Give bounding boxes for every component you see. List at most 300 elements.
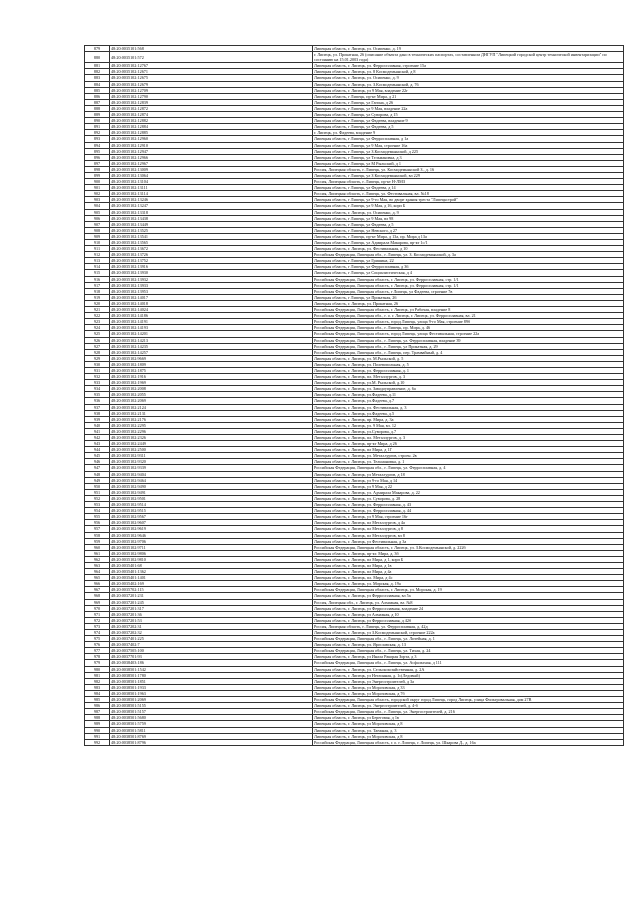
address-cell: Липецкая область, г Липецк, ул Адмирала Макарова, пр-кт 1с/1	[313, 240, 624, 246]
address-cell: Российская Федерация, Липецкая обл., г. Липецк, ул. Тихая, д. 24	[313, 648, 624, 654]
cadastral-number-cell: 48:20:0035102:9311	[110, 453, 313, 459]
row-number-cell: 928	[85, 349, 110, 355]
cadastral-number-cell: 48:20:0035102:14017	[110, 294, 313, 300]
row-number-cell: 919	[85, 294, 110, 300]
address-cell: Липецкая область, г. Липецк, ул З.Космодемьянской, строение 222а	[313, 630, 624, 636]
address-cell: Липецкая область, г. Липецк, пл Металлургов, д 8	[313, 526, 624, 532]
row-number-cell: 916	[85, 276, 110, 282]
address-cell: Липецкая область, г. Липецк, ул. З.Космодемьянской, д. 76	[313, 81, 624, 87]
row-number-cell: 912	[85, 252, 110, 258]
row-number-cell: 977	[85, 648, 110, 654]
row-number-cell: 886	[85, 93, 110, 99]
address-cell: Липецкая область, г Липецк, ул Фадеева, д 5	[313, 124, 624, 130]
cadastral-number-cell: 48:20:0035102:2055	[110, 392, 313, 398]
row-number-cell: 965	[85, 575, 110, 581]
address-cell: Липецкая область, г Липецк, ул Тельмановка, д 3	[313, 154, 624, 160]
address-cell: Российская Федерация, Липецкая обл., г. Липецк, ул Прокатная, д. 29	[313, 343, 624, 349]
row-number-cell: 951	[85, 489, 110, 495]
address-cell: Липецкая область, г Липецк, ул 9 Мая, вл 98	[313, 215, 624, 221]
address-cell: Липецкая область, г Липецк, ул 9-го Мая, во дворе здания треста "Липецкстрой"	[313, 197, 624, 203]
address-cell: Липецкая область, г. Липецк, ул Неглинная, д. 1с(Ледовый)	[313, 672, 624, 678]
row-number-cell: 971	[85, 611, 110, 617]
address-cell: Липецкая область, г. Липецк, ул Алмазная, д 10	[313, 611, 624, 617]
address-cell: Липецкая область, г Липецк, ул Прокатная, 26	[313, 294, 624, 300]
row-number-cell: 950	[85, 483, 110, 489]
row-number-cell: 943	[85, 441, 110, 447]
row-number-cell: 958	[85, 532, 110, 538]
address-cell: Липецкая область, г Липецк, пр-кт Мира, д 13а, пр. Мира д 13а	[313, 233, 624, 239]
row-number-cell: 990	[85, 727, 110, 733]
cadastral-number-cell: 48:20:0038501:5680	[110, 715, 313, 721]
address-cell: Липецкая область, г. Липецк, ул Энергостроителей, д 3а	[313, 678, 624, 684]
address-cell: Липецкая область, г Липецк, ул Невского, д 27	[313, 227, 624, 233]
row-number-cell: 908	[85, 227, 110, 233]
row-number-cell: 962	[85, 556, 110, 562]
address-cell: Липецкая область, г. Липецк, пл Мира, д 4а	[313, 569, 624, 575]
cadastral-number-cell: 48:20:0035102:9607	[110, 520, 313, 526]
registry-table	[84, 45, 624, 746]
row-number-cell: 932	[85, 374, 110, 380]
cadastral-number-cell: 48:20:0038501:8796	[110, 739, 313, 745]
cadastral-number-cell: 48:20:0035102:13114	[110, 191, 313, 197]
address-cell: Липецкая область, г. Липецк, ул. Осипенко, д. 19	[313, 46, 624, 52]
cadastral-number-cell: 48:20:0037201:53	[110, 617, 313, 623]
cadastral-number-cell: 48:20:0035102:2500	[110, 447, 313, 453]
cadastral-number-cell: 48:20:0035102:13752	[110, 258, 313, 264]
row-number-cell: 889	[85, 112, 110, 118]
cadastral-number-cell: 48:20:0035102:13246	[110, 197, 313, 203]
cadastral-number-cell: 48:20:0035102:1916	[110, 374, 313, 380]
cadastral-number-cell: 48:20:0035102:9515	[110, 508, 313, 514]
address-cell: Липецкая область, г. Липецк, ул.Фадеева, д.11	[313, 392, 624, 398]
row-number-cell: 910	[85, 240, 110, 246]
row-number-cell: 948	[85, 471, 110, 477]
cadastral-number-cell: 48:20:0035102:12839	[110, 99, 313, 105]
row-number-cell: 927	[85, 343, 110, 349]
cadastral-number-cell: 48:20:0037701:93	[110, 654, 313, 660]
address-cell: Российская Федерация, Липецкая область, г. Липецк, ул. З.Космодемьянской, д. 222б	[313, 544, 624, 550]
cadastral-number-cell: 48:20:0035102:1875	[110, 367, 313, 373]
row-number-cell: 884	[85, 81, 110, 87]
address-cell: Липецкая область, г. Липецк, ул Ферросплавная, владение 24	[313, 605, 624, 611]
cadastral-number-cell: 48:20:0038501:5155	[110, 703, 313, 709]
row-number-cell: 926	[85, 337, 110, 343]
row-number-cell: 980	[85, 666, 110, 672]
row-number-cell: 937	[85, 404, 110, 410]
registry-table-body	[85, 46, 624, 746]
address-cell: Липецкая область, г. Липецк, ул. Ферросплавная, д. 1	[313, 367, 624, 373]
row-number-cell: 968	[85, 593, 110, 599]
row-number-cell: 907	[85, 221, 110, 227]
row-number-cell: 918	[85, 288, 110, 294]
address-cell: Россия, Липецкая обл., г. Липецк, ул. Алмазная, вл. №8	[313, 599, 624, 605]
row-number-cell: 887	[85, 99, 110, 105]
address-cell: Липецкая область, г. Липецк, ул Ферросплавная, вл 5а	[313, 593, 624, 599]
address-cell: Липецкая область, г. Липецк, пл Металлургов, вл 8	[313, 532, 624, 538]
row-number-cell: 991	[85, 733, 110, 739]
cadastral-number-cell: 48:20:0035102:13318	[110, 209, 313, 215]
cadastral-number-cell: 48:20:0035102:9404	[110, 471, 313, 477]
cadastral-number-cell: 48:20:0037201:245	[110, 599, 313, 605]
cadastral-number-cell: 48:20:0035102:12675	[110, 75, 313, 81]
cadastral-number-cell: 48:20:0035102:13247	[110, 203, 313, 209]
row-number-cell: 882	[85, 69, 110, 75]
row-number-cell: 905	[85, 209, 110, 215]
address-cell: Липецкая область, г. Липецк, ул. Заводоуправление, д. 6а	[313, 386, 624, 392]
row-number-cell: 940	[85, 422, 110, 428]
address-cell: Россия, Липецкая область, г. Липецк, ул. Фестивальная, вл. №18	[313, 191, 624, 197]
address-cell: Липецкая область, г. Липецк, ул. Ярославская, д. 13	[313, 642, 624, 648]
address-cell: Липецкая область, г Липецк, ул Суворова, д 15	[313, 112, 624, 118]
row-number-cell: 959	[85, 538, 110, 544]
cadastral-number-cell: 48:20:0038501:5811	[110, 727, 313, 733]
cadastral-number-cell: 48:20:0035102:14235	[110, 343, 313, 349]
row-number-cell: 986	[85, 703, 110, 709]
address-cell: Липецкая область, г. Липецк, ул. 8 Космодемьянской, д 8	[313, 69, 624, 75]
address-cell: Липецкая область, г. Липецк, ул Ферросплавная, д 42б	[313, 617, 624, 623]
row-number-cell: 944	[85, 447, 110, 453]
address-cell: Липецкая область, г Липецк, ул 9 Мая, владение 22а	[313, 105, 624, 111]
row-number-cell: 975	[85, 636, 110, 642]
cadastral-number-cell: 48:20:0035102:9320	[110, 459, 313, 465]
address-cell: Липецкая область, г. Липецк, ул Фестивальная, д 3а	[313, 538, 624, 544]
address-cell: Российская Федерация, Липецкая область, г. о. г. Липецк, г. Липецк, ул. Шкарова Д., д. 16а	[313, 739, 624, 745]
cadastral-number-cell: 48:20:0035101:572	[110, 52, 313, 63]
row-number-cell: 930	[85, 361, 110, 367]
cadastral-number-cell: 48:20:0038501:5157	[110, 709, 313, 715]
address-cell: Липецкая область, г. Липецк, ул. Фестивальная, д. 3	[313, 404, 624, 410]
address-cell: Липецкая область, г. Липецк, пл Мира, д 1Г	[313, 447, 624, 453]
address-cell: Липецкая область, г. Липецк, ул. Осипенко, д. 9	[313, 209, 624, 215]
address-cell: Российская Федерация, Липецкая обл., г. Липецк, ул. Ферросплавная, д. 4	[313, 465, 624, 471]
address-cell: Липецкая область, г Липецк, ул Гришина, 22	[313, 258, 624, 264]
row-number-cell: 974	[85, 630, 110, 636]
row-number-cell: 973	[85, 623, 110, 629]
row-number-cell: 942	[85, 435, 110, 441]
address-cell: Липецкая область, г. Липецк, ул. Ферросплавная, д. 44	[313, 508, 624, 514]
address-cell: г. Липецк, ул. Фадеева, владение 9	[313, 130, 624, 136]
row-number-cell: 969	[85, 599, 110, 605]
address-cell: Липецкая область, г. Липецк, ул 9 Мая, владение 22г	[313, 87, 624, 93]
address-cell: Российская Федерация, Липецкая область, г. Липецк, ул. Ферросплавная, стр. 1/1	[313, 282, 624, 288]
row-number-cell: 989	[85, 721, 110, 727]
address-cell: Липецкая область, г. Липецк, ул Инала Ракорая Зорта, д 3	[313, 654, 624, 660]
cadastral-number-cell: 48:20:0035102:13111	[110, 185, 313, 191]
address-cell: Российская Федерация, Липецкая обл., г. Липецк, ул. Энергостроителей, д. 216	[313, 709, 624, 715]
cadastral-number-cell: 48:20:0038501:1933	[110, 684, 313, 690]
row-number-cell: 957	[85, 526, 110, 532]
cadastral-number-cell: 48:20:0035102:14201	[110, 331, 313, 337]
cadastral-number-cell: 48:20:0035102:9491	[110, 489, 313, 495]
cadastral-number-cell: 48:20:0035102:14193	[110, 325, 313, 331]
cadastral-number-cell: 48:20:0035102:13064	[110, 172, 313, 178]
row-number-cell: 972	[85, 617, 110, 623]
cadastral-number-cell: 48:20:0035102:12872	[110, 105, 313, 111]
row-number-cell: 979	[85, 660, 110, 666]
cadastral-number-cell: 48:20:0035102:9806	[110, 550, 313, 556]
cadastral-number-cell: 48:20:0038501:5759	[110, 721, 313, 727]
address-cell: Российская Федерация, Липецкая область, город Липецк, улица Фестивальная, строение 22а	[313, 331, 624, 337]
address-cell: Липецкая область, г Липецк, ул М Рыльский, д 1	[313, 160, 624, 166]
address-cell: Липецкая область, г Липецк, ул Социалистическая, д 4	[313, 270, 624, 276]
address-cell: Российская Федерация, Липецкая область, город Липецк, улица 9-го Мая, строение 89б	[313, 319, 624, 325]
row-number-cell: 914	[85, 264, 110, 270]
address-cell: Липецкая область, г. Липецк, пл Металлургов, д 4а	[313, 520, 624, 526]
cadastral-number-cell: 48:20:0037505:100	[110, 648, 313, 654]
registry-table-page	[84, 45, 614, 746]
cadastral-number-cell: 48:20:0035102:13916	[110, 264, 313, 270]
row-number-cell: 945	[85, 453, 110, 459]
address-cell: Липецкая область, г. Липецк, ул Металлургов, д 18	[313, 471, 624, 477]
cadastral-number-cell: 48:20:0035102:2296	[110, 428, 313, 434]
address-cell: Липецкая область, г Липецк, пр-кт Мира, д 21	[313, 93, 624, 99]
row-number-cell: 952	[85, 495, 110, 501]
cadastral-number-cell: 48:20:0037402:7	[110, 642, 313, 648]
cadastral-number-cell: 48:20:0035102:14257	[110, 349, 313, 355]
table-row	[85, 52, 624, 63]
address-cell: Российская Федерация, Липецкая обл., г. о. г. Липецк, г. Липецк, ул. Ферросплавная, вл. 21	[313, 313, 624, 319]
cadastral-number-cell: 48:20:0038501:8769	[110, 733, 313, 739]
row-number-cell: 939	[85, 416, 110, 422]
row-number-cell: 935	[85, 392, 110, 398]
row-number-cell: 897	[85, 160, 110, 166]
cadastral-number-cell: 48:20:0035102:12947	[110, 148, 313, 154]
cadastral-number-cell: 48:20:0035102:13726	[110, 252, 313, 258]
cadastral-number-cell: 48:20:0035102:2295	[110, 422, 313, 428]
cadastral-number-cell: 48:20:0035102:9711	[110, 544, 313, 550]
row-number-cell: 970	[85, 605, 110, 611]
address-cell: Липецкая область, г Липецк, ул Фадеева, д 5	[313, 221, 624, 227]
cadastral-number-cell: 48:20:0037201:231	[110, 593, 313, 599]
row-number-cell: 880	[85, 52, 110, 63]
row-number-cell: 901	[85, 185, 110, 191]
row-number-cell: 964	[85, 569, 110, 575]
cadastral-number-cell: 48:20:0035102:9646	[110, 532, 313, 538]
cadastral-number-cell: 48:20:0037201:317	[110, 605, 313, 611]
cadastral-number-cell: 48:20:0035401:1401	[110, 575, 313, 581]
row-number-cell: 894	[85, 142, 110, 148]
address-cell: Липецкая область, г Липецк, ул Фадеева, д 14	[313, 185, 624, 191]
cadastral-number-cell: 48:20:0035102:12709	[110, 87, 313, 93]
address-cell: Липецкая область, г Липецк, ул Гагина, д 26	[313, 99, 624, 105]
cadastral-number-cell: 48:20:0035102:12679	[110, 81, 313, 87]
cadastral-number-cell: 48:20:0035102:9706	[110, 538, 313, 544]
cadastral-number-cell: 48:20:0035102:9339	[110, 465, 313, 471]
address-cell: Липецкая область, г. Липецк, пл. Металлургов, д. 3	[313, 435, 624, 441]
address-cell: Липецкая область, г. Липецк, ул.Суворова, д.7	[313, 428, 624, 434]
address-cell: Российская Федерация, Липецкая область, г. Липецк, ул Рабочая, владение 8	[313, 307, 624, 313]
row-number-cell: 981	[85, 672, 110, 678]
row-number-cell: 920	[85, 300, 110, 306]
address-cell: Липецкая область, г. Липецк, ул. Полевопольная, д. 5	[313, 361, 624, 367]
cadastral-number-cell: 48:20:0035102:12967	[110, 160, 313, 166]
cadastral-number-cell: 48:20:0035102:9567	[110, 514, 313, 520]
address-cell: Липецкая область, г. Липецк, пл Мира, д 1, корп Б	[313, 556, 624, 562]
row-number-cell: 915	[85, 270, 110, 276]
address-cell: Липецкая область, г. Липецк, ул. М.Рыльской, д. 5	[313, 355, 624, 361]
address-cell: Липецкая область, г. Липецк, ул. Ферросплавная, д. 43	[313, 502, 624, 508]
cadastral-number-cell: 48:20:0035102:9464	[110, 477, 313, 483]
address-cell: Липецкая область, г. Липецк, пл Мира, д 1в	[313, 562, 624, 568]
cadastral-number-cell: 48:20:0035102:13449	[110, 221, 313, 227]
row-number-cell: 898	[85, 166, 110, 172]
address-cell: Липецкая область, г Липецк, ул Фадеева, владение 9	[313, 118, 624, 124]
address-cell: Российская Федерация, Липецкая обл., г. Липецк, ул. Асфальтная, д 111	[313, 660, 624, 666]
cadastral-number-cell: 48:20:0035102:13104	[110, 179, 313, 185]
address-cell: Липецкая область, г. Липецк, ул Береговая, д 1в	[313, 715, 624, 721]
row-number-cell: 902	[85, 191, 110, 197]
row-number-cell: 934	[85, 386, 110, 392]
cadastral-number-cell: 48:20:0035102:12910	[110, 142, 313, 148]
cadastral-number-cell: 48:20:0035102:9501	[110, 495, 313, 501]
address-cell: Российская Федерация, Липецкая область, городской округ город Липецк, город Липецк, улица Фильтровальная, дом 27В	[313, 697, 624, 703]
cadastral-number-cell: 48:20:0035102:13009	[110, 166, 313, 172]
cadastral-number-cell: 48:20:0035102:13565	[110, 240, 313, 246]
cadastral-number-cell: 48:20:0035102:13541	[110, 233, 313, 239]
row-number-cell: 885	[85, 87, 110, 93]
cadastral-number-cell: 48:20:0035102:12767	[110, 63, 313, 69]
row-number-cell: 954	[85, 508, 110, 514]
cadastral-number-cell: 48:20:0035401:1362	[110, 569, 313, 575]
cadastral-number-cell: 48:20:0035102:9514	[110, 502, 313, 508]
table-row	[85, 739, 624, 745]
address-cell: Липецкая область, г Липецк, ул З.Космодемьянской, д 225	[313, 148, 624, 154]
address-cell: Российская Федерация, Липецкая область, г Липецк, ул Фадеева, строение 7в	[313, 288, 624, 294]
address-cell: Российская Федерация, Липецкая обл., г. Липецк, ул. З. Космодемьянской, д. 3а	[313, 252, 624, 258]
address-cell: Российская Федерация, Липецкая обл., г. Липецк, ул. Литейная, д. 1	[313, 636, 624, 642]
cadastral-number-cell: 48:20:0035102:9810	[110, 556, 313, 562]
address-cell: г. Липецк, ул. Прокатная, 26 (описание объекта дано в технических паспортах, составленном ДНГУП "Липецкий городской центр технической инвентаризации" по состоянию на 15.01.2003 года)	[313, 52, 624, 63]
address-cell: Липецкая область, г. Липецк, пл. Мира, д 4с	[313, 575, 624, 581]
row-number-cell: 892	[85, 130, 110, 136]
row-number-cell: 923	[85, 319, 110, 325]
cadastral-number-cell: 48:20:0037202:32	[110, 630, 313, 636]
row-number-cell: 941	[85, 428, 110, 434]
address-cell: Российская Федерация, Липецкая обл., г. Липецк, пер. Трамвайный, д. 4	[313, 349, 624, 355]
address-cell: Липецкая область, г. Липецк, ул. Таежная, д. 3	[313, 727, 624, 733]
address-cell: Липецкая область, г. Липецк, ул Морозовская, д 8	[313, 721, 624, 727]
row-number-cell: 906	[85, 215, 110, 221]
row-number-cell: 903	[85, 197, 110, 203]
row-number-cell: 924	[85, 325, 110, 331]
address-cell: Липецкая область, г. Липецк, пр-кт Мира, д 26	[313, 441, 624, 447]
row-number-cell: 900	[85, 179, 110, 185]
row-number-cell: 899	[85, 172, 110, 178]
row-number-cell: 925	[85, 331, 110, 337]
row-number-cell: 947	[85, 465, 110, 471]
row-number-cell: 936	[85, 398, 110, 404]
row-number-cell: 983	[85, 684, 110, 690]
cadastral-number-cell: 48:20:0035102:12790	[110, 93, 313, 99]
cadastral-number-cell: 48:20:0037401:225	[110, 636, 313, 642]
address-cell: Липецкая область, г. Липецк, ул. Тельмановка, д. 1	[313, 459, 624, 465]
row-number-cell: 956	[85, 520, 110, 526]
row-number-cell: 890	[85, 118, 110, 124]
row-number-cell: 883	[85, 75, 110, 81]
row-number-cell: 938	[85, 410, 110, 416]
row-number-cell: 917	[85, 282, 110, 288]
address-cell: Липецкая область, г. Липецк, ул Морозовская, д 8	[313, 733, 624, 739]
address-cell: Липецкая область, г Липецк, ул З Космодемьянской, вл 229	[313, 172, 624, 178]
address-cell: Россия, Липецкая область, г. Липецк, ул. Космодемьянской З., д. 16	[313, 166, 624, 172]
cadastral-number-cell: 48:20:0035102:13953	[110, 288, 313, 294]
cadastral-number-cell: 48:20:0037201:36	[110, 611, 313, 617]
cadastral-number-cell: 48:20:0035102:13930	[110, 270, 313, 276]
row-number-cell: 985	[85, 697, 110, 703]
cadastral-number-cell: 48:20:0035102:2124	[110, 404, 313, 410]
cadastral-number-cell: 48:20:0035102:2069	[110, 398, 313, 404]
cadastral-number-cell: 48:20:0035102:14024	[110, 307, 313, 313]
address-cell: Липецкая область, г. Липецк, ул Морозовская, д 7б	[313, 690, 624, 696]
row-number-cell: 984	[85, 690, 110, 696]
address-cell: Российская Федерация, Липецкая обл., г. Липецк, пр. Мира, д. 46	[313, 325, 624, 331]
cadastral-number-cell: 48:20:0035102:9669	[110, 355, 313, 361]
cadastral-number-cell: 48:20:0037202:31	[110, 623, 313, 629]
address-cell: Липецкая область, г. Липецк, ул. Ферросплавная, строение 15а	[313, 63, 624, 69]
cadastral-number-cell: 48:20:0035102:2176	[110, 416, 313, 422]
address-cell: Липецкая область, г Липецк, ул Ферросплавная, д 36	[313, 264, 624, 270]
cadastral-number-cell: 48:20:0035102:13933	[110, 282, 313, 288]
cadastral-number-cell: 48:20:0035102:14213	[110, 337, 313, 343]
row-number-cell: 946	[85, 459, 110, 465]
row-number-cell: 909	[85, 233, 110, 239]
address-cell: Липецкая область, г. Липецк, пл. Металлургов, д. 3	[313, 374, 624, 380]
address-cell: Липецкая область, г. Липецк, ул. Фестивальная, д 10	[313, 246, 624, 252]
address-cell: Липецкая область, г. Липецк, ул 9-го Мая, д 14	[313, 477, 624, 483]
row-number-cell: 922	[85, 313, 110, 319]
cadastral-number-cell: 48:20:0035102:12874	[110, 112, 313, 118]
row-number-cell: 978	[85, 654, 110, 660]
cadastral-number-cell: 48:20:0035102:12960	[110, 136, 313, 142]
row-number-cell: 976	[85, 642, 110, 648]
address-cell: Липецкая область, г. Липецк, пр. Мира, д. 3а	[313, 416, 624, 422]
address-cell: Липецкая область, г Липецк, ул Ферросплавная, д 1а	[313, 136, 624, 142]
row-number-cell: 895	[85, 148, 110, 154]
address-cell: Липецкая область, г. Липецк, ул 9 Мая, строение 16г	[313, 514, 624, 520]
cadastral-number-cell: 48:20:0038403:186	[110, 660, 313, 666]
cadastral-number-cell: 48:20:0035102:9490	[110, 483, 313, 489]
cadastral-number-cell: 48:20:0035102:9619	[110, 526, 313, 532]
row-number-cell: 881	[85, 63, 110, 69]
address-cell: Российская Федерация, Липецкая область, г. Липецк, ул. Ферросплавная, стр. 1/1	[313, 276, 624, 282]
cadastral-number-cell: 48:20:0035102:2131	[110, 410, 313, 416]
row-number-cell: 891	[85, 124, 110, 130]
address-cell: Липецкая область, г. Липецк, ул. Металлургов, строен. 2в	[313, 453, 624, 459]
row-number-cell: 955	[85, 514, 110, 520]
address-cell: Липецкая область, г. Липецк, ул. Энергостроителей, д. 4-б	[313, 703, 624, 709]
address-cell: Липецкая область, г. Липецк, ул.Фадеева, д.5	[313, 410, 624, 416]
address-cell: Липецкая область, г. Липецк, пр-кт. Мира, д. 3б	[313, 550, 624, 556]
address-cell: Липецкая область, г. Липецк, ул. 9 Мая, вл. 12	[313, 422, 624, 428]
row-number-cell: 967	[85, 587, 110, 593]
cadastral-number-cell: 48:20:0038501:1851	[110, 678, 313, 684]
cadastral-number-cell: 48:20:0035102:2008	[110, 386, 313, 392]
cadastral-number-cell: 48:20:0035102:2449	[110, 441, 313, 447]
cadastral-number-cell: 48:20:0035102:13672	[110, 246, 313, 252]
address-cell: Липецкая область, г. Липецк, ул. Сельскохозяйственная, д. 2А	[313, 666, 624, 672]
cadastral-number-cell: 48:20:0035102:14018	[110, 300, 313, 306]
cadastral-number-cell: 48:20:0035102:1809	[110, 361, 313, 367]
cadastral-number-cell: 48:20:0035102:13438	[110, 215, 313, 221]
cadastral-number-cell: 48:20:0035102:1969	[110, 380, 313, 386]
cadastral-number-cell: 48:20:0038501:1542	[110, 666, 313, 672]
address-cell: Россия, Липецкая область, г. Липецк, пр-кт Н-ЛМЗ	[313, 179, 624, 185]
cadastral-number-cell: 48:20:0035402:169	[110, 581, 313, 587]
row-number-cell: 931	[85, 367, 110, 373]
row-number-cell: 966	[85, 581, 110, 587]
address-cell: Липецкая область, г. Липецк, ул.Фадеева, д.7	[313, 398, 624, 404]
row-number-cell: 904	[85, 203, 110, 209]
